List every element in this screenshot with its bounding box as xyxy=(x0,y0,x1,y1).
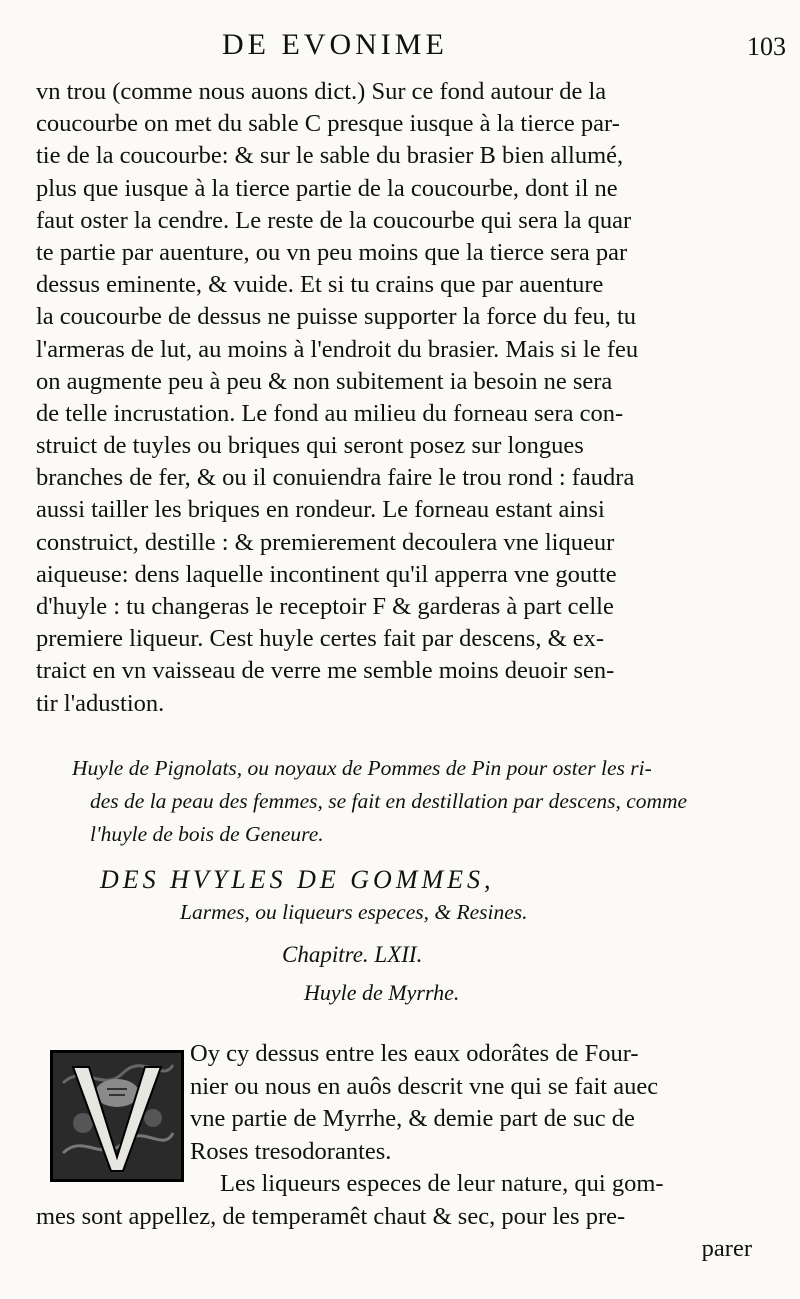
text-line: aiqueuse: dens laquelle incontinent qu'il apperra vne goutte xyxy=(36,560,617,588)
text-line: dessus eminente, & vuide. Et si tu crains que par auenture xyxy=(36,271,604,299)
text-line: tie de la coucourbe: & sur le sable du brasier B bien allumé, xyxy=(36,142,624,170)
text-line: parer xyxy=(701,1235,752,1262)
note-line: des de la peau des femmes, se fait en destillation par descens, comme xyxy=(90,789,688,813)
note-line: l'huyle de bois de Geneure. xyxy=(90,822,324,846)
text-line: coucourbe on met du sable C presque iusque à la tierce par- xyxy=(36,110,620,138)
page-number: 103 xyxy=(747,32,786,61)
text-line: on augmente peu à peu & non subitement ia besoin ne sera xyxy=(36,367,613,395)
text-line: Roses tresodorantes. xyxy=(190,1137,392,1165)
chapter-label: Chapitre. LXII. xyxy=(282,942,423,967)
text-line: la coucourbe de dessus ne puisse supporter la force du feu, tu xyxy=(36,303,637,331)
continuation-paragraph xyxy=(36,1168,756,1266)
running-title: DE EVONIME xyxy=(222,28,448,61)
chapter-title: Huyle de Myrrhe. xyxy=(304,980,460,1005)
text-line: vn trou (comme nous auons dict.) Sur ce fond autour de la xyxy=(36,78,607,105)
text-line: Les liqueurs especes de leur nature, qui gom- xyxy=(220,1170,664,1197)
recipe-note xyxy=(72,752,752,851)
decorated-initial-v xyxy=(50,1050,184,1182)
main-paragraph xyxy=(36,76,746,720)
text-line: vne partie de Myrrhe, & demie part de suc de xyxy=(190,1105,635,1132)
text-line: te partie par auenture, ou vn peu moins que la tierce sera par xyxy=(36,238,628,266)
text-line: construict, destille : & premierement decoulera vne liqueur xyxy=(36,528,615,556)
text-line: mes sont appellez, de temperamêt chaut & sec, pour les pre- xyxy=(36,1202,626,1230)
dropcap-paragraph xyxy=(190,1038,750,1168)
note-line: Huyle de Pignolats, ou noyaux de Pommes de Pin pour oster les ri- xyxy=(72,756,652,780)
text-line: l'armeras de lut, au moins à l'endroit du brasier. Mais si le feu xyxy=(36,335,639,363)
section-subheading: Larmes, ou liqueurs especes, & Resines. xyxy=(180,900,528,924)
text-line: traict en vn vaisseau de verre me semble moins deuoir sen- xyxy=(36,657,615,685)
text-line: premiere liqueur. Cest huyle certes fait par descens, & ex- xyxy=(36,625,605,653)
page-header xyxy=(0,28,800,68)
text-line: struict de tuyles ou briques qui seront posez sur longues xyxy=(36,432,584,460)
text-line: faut oster la cendre. Le reste de la coucourbe qui sera la quar xyxy=(36,206,632,234)
text-line: plus que iusque à la tierce partie de la coucourbe, dont il ne xyxy=(36,174,618,202)
text-line: de telle incrustation. Le fond au milieu du forneau sera con- xyxy=(36,399,624,427)
ornament-icon xyxy=(53,1053,181,1179)
text-line: d'huyle : tu changeras le receptoir F & garderas à part celle xyxy=(36,593,614,620)
text-line: aussi tailler les briques en rondeur. Le forneau estant ainsi xyxy=(36,496,605,524)
text-line: branches de fer, & ou il conuiendra faire le trou rond : faudra xyxy=(36,464,635,492)
text-line: tir l'adustion. xyxy=(36,689,165,717)
text-line: nier ou nous en auôs descrit vne qui se fait auec xyxy=(190,1072,659,1100)
text-line: Oy cy dessus entre les eaux odorâtes de Four- xyxy=(190,1040,639,1067)
section-heading: DES HVYLES DE GOMMES, xyxy=(100,865,495,894)
